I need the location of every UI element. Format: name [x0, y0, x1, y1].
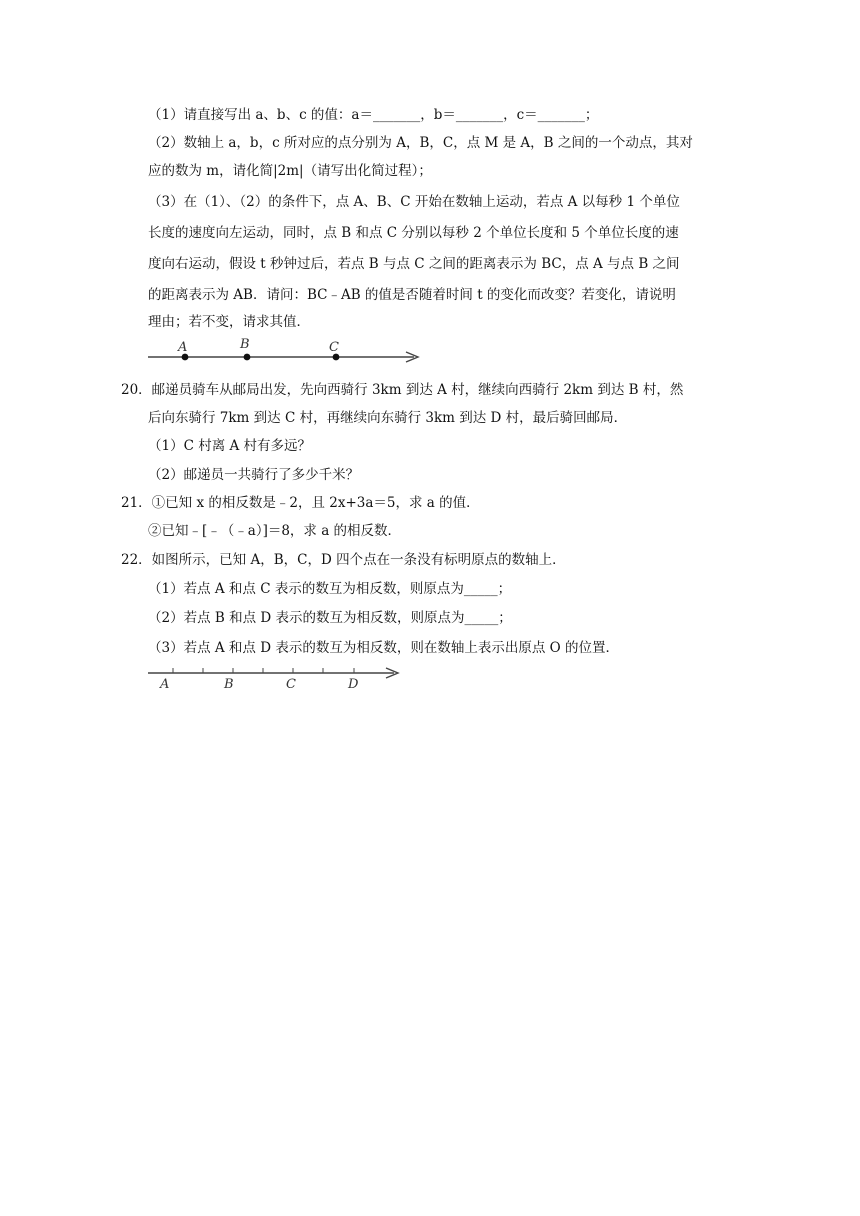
q20-line1: 20．邮递员骑车从邮局出发，先向西骑行 3km 到达 A 村，继续向西骑行 2km 到达 B 村，然 — [121, 382, 684, 398]
q22-part1: （1）若点 A 和点 C 表示的数互为相反数，则原点为_____； — [148, 581, 512, 597]
q19-part3-line1: （3）在（1）、（2）的条件下，点 A、B、C 开始在数轴上运动，若点 A 以每秒 1 个单位 — [148, 194, 680, 210]
q21-line1: 21．①已知 x 的相反数是﹣2，且 2x+3a＝5，求 a 的值． — [121, 495, 480, 511]
q22-label-c: C — [286, 677, 296, 692]
q19-part1: （1）请直接写出 a、b、c 的值：a＝_______，b＝_______，c＝_______； — [148, 107, 599, 123]
q19-part3-line3: 度向右运动，假设 t 秒钟过后，若点 B 与点 C 之间的距离表示为 BC，点 A 与点 B 之间 — [148, 256, 680, 272]
q19-part3-line4: 的距离表示为 AB．请问：BC﹣AB 的值是否随着时间 t 的变化而改变？若变化，请说明 — [148, 287, 676, 303]
q19-label-a: A — [178, 340, 188, 355]
q22-part2: （2）若点 B 和点 D 表示的数互为相反数，则原点为_____； — [148, 610, 512, 626]
q19-part2-line1: （2）数轴上 a，b，c 所对应的点分别为 A，B，C，点 M 是 A，B 之间的一个动点，其对 — [148, 135, 693, 151]
q20-part2: （2）邮递员一共骑行了多少千米？ — [148, 467, 360, 483]
q22-label-b: B — [224, 677, 234, 692]
q21-line2: ②已知﹣[﹣（﹣a）]＝8，求 a 的相反数． — [148, 523, 402, 539]
q19-label-c: C — [329, 340, 339, 355]
q22-part3: （3）若点 A 和点 D 表示的数互为相反数，则在数轴上表示出原点 O 的位置． — [148, 640, 619, 656]
q20-line2: 后向东骑行 7km 到达 C 村，再继续向东骑行 3km 到达 D 村，最后骑回邮局． — [148, 410, 628, 426]
q19-part3-line2: 长度的速度向左运动，同时，点 B 和点 C 分别以每秒 2 个单位长度和 5 个单位长度的速 — [148, 225, 679, 241]
q20-part1: （1）C 村离 A 村有多远？ — [148, 438, 312, 454]
q22-label-a: A — [160, 677, 170, 692]
q19-part2-line2: 应的数为 m，请化简|2m|（请写出化简过程）； — [148, 163, 432, 179]
q19-label-b: B — [240, 337, 250, 352]
q22-label-d: D — [348, 677, 359, 692]
q19-part3-line5: 理由；若不变，请求其值． — [148, 314, 310, 330]
q22-line1: 22．如图所示，已知 A，B，C，D 四个点在一条没有标明原点的数轴上． — [121, 552, 566, 568]
